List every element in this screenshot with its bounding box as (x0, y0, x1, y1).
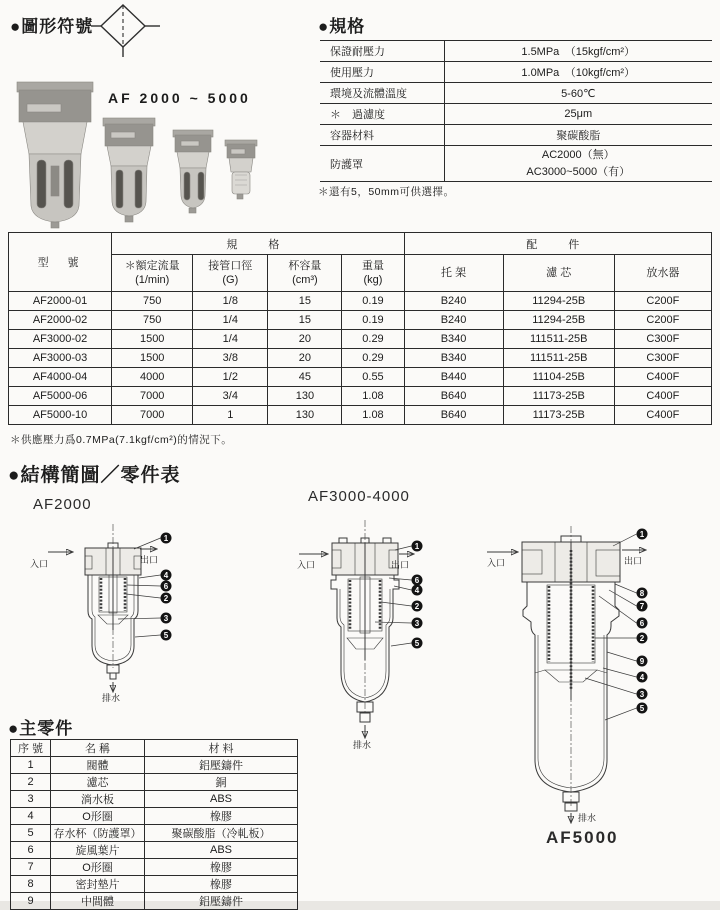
table-cell: 750 (112, 311, 193, 330)
table-cell: 0.19 (342, 292, 404, 311)
af5000-cross-section-diagram (485, 520, 675, 825)
af3000-4000-cross-section-diagram (295, 510, 465, 750)
callout-badge (613, 529, 648, 547)
table-cell: C200F (614, 292, 711, 311)
table-cell: 1500 (112, 330, 193, 349)
table-cell: AF3000-02 (9, 330, 112, 349)
callout-badge (603, 668, 648, 683)
table-cell: 0.29 (342, 330, 404, 349)
table-cell: 6 (11, 842, 51, 859)
table-cell: 5 (11, 825, 51, 842)
table-cell: 旋風葉片 (51, 842, 145, 859)
table-cell: C400F (614, 368, 711, 387)
table-cell: 橡膠 (145, 808, 298, 825)
spec-value: 25μm (444, 104, 712, 125)
table-cell: B640 (404, 387, 503, 406)
table-cell: 11173-25B (503, 406, 614, 425)
table-cell: B440 (404, 368, 503, 387)
table-cell: 1 (193, 406, 268, 425)
table-cell: ABS (145, 842, 298, 859)
col-header-name: 名 稱 (51, 740, 145, 757)
table-cell: AF2000-01 (9, 292, 112, 311)
table-row (11, 893, 298, 910)
svg-text:4: 4 (163, 570, 169, 580)
model-table-note: ＊供應壓力爲0.7MPa(7.1kgf/cm²)的情況下。 (10, 434, 233, 446)
col-header-index: 序 號 (11, 740, 51, 757)
col-header-flow: ＊額定流量 (1/min) (112, 255, 193, 292)
table-cell: 中間體 (51, 893, 145, 910)
callout-badge (126, 593, 172, 604)
callout-badge (585, 678, 648, 700)
table-cell: B240 (404, 311, 503, 330)
callout-badge (118, 613, 172, 624)
table-cell: 銅 (145, 774, 298, 791)
table-cell: C200F (614, 311, 711, 330)
col-header-element: 濾 芯 (503, 255, 614, 292)
callout-badge (605, 703, 648, 721)
spec-label: ＊ 過濾度 (320, 104, 444, 125)
outlet-label: 出口 (624, 556, 643, 566)
spec-value: 1.0MPa （10kgf/cm²） (444, 62, 712, 83)
table-cell: 橡膠 (145, 876, 298, 893)
callout-badge (139, 570, 172, 581)
table-cell: 7 (11, 859, 51, 876)
callout-badge (394, 585, 423, 596)
table-cell: AF4000-04 (9, 368, 112, 387)
diagram-label-af5000: AF5000 (546, 828, 619, 847)
inlet-label: 入口 (487, 558, 506, 568)
svg-text:3: 3 (414, 618, 420, 628)
table-cell: 11294-25B (503, 292, 614, 311)
table-cell: 橡膠 (145, 859, 298, 876)
table-cell: 20 (268, 330, 342, 349)
table-row (320, 62, 712, 83)
table-cell: O形圈 (51, 808, 145, 825)
table-row (9, 292, 712, 311)
svg-text:3: 3 (163, 613, 169, 623)
table-cell: 7000 (112, 387, 193, 406)
table-row (11, 825, 298, 842)
table-cell: 淌水板 (51, 791, 145, 808)
svg-text:5: 5 (163, 630, 169, 640)
col-header-bowl: 杯容量 (cm³) (268, 255, 342, 292)
table-cell: 0.29 (342, 349, 404, 368)
table-cell: 7000 (112, 406, 193, 425)
drain-label: 排水 (353, 740, 372, 750)
svg-text:5: 5 (639, 703, 645, 713)
product-range-label: AF 2000 ~ 5000 (108, 90, 251, 106)
col-header-bracket: 托 架 (404, 255, 503, 292)
table-row (9, 330, 712, 349)
table-cell: 3 (11, 791, 51, 808)
diagram-label-af2000: AF2000 (33, 496, 92, 513)
spec-table (320, 40, 712, 182)
callout-badge (607, 652, 648, 667)
table-row (11, 791, 298, 808)
table-cell: AF5000-06 (9, 387, 112, 406)
svg-text:4: 4 (639, 672, 645, 682)
svg-text:1: 1 (414, 541, 420, 551)
table-cell: 1.08 (342, 406, 404, 425)
table-cell: 密封墊片 (51, 876, 145, 893)
table-row (320, 41, 712, 62)
svg-text:7: 7 (639, 601, 645, 611)
svg-text:5: 5 (414, 638, 420, 648)
svg-text:8: 8 (639, 588, 645, 598)
table-row (9, 387, 712, 406)
table-cell: 1500 (112, 349, 193, 368)
svg-text:9: 9 (639, 656, 645, 666)
table-cell: 11294-25B (503, 311, 614, 330)
callout-badge (134, 533, 172, 550)
table-cell: 8 (11, 876, 51, 893)
table-cell: C400F (614, 387, 711, 406)
spec-value: 1.5MPa （15kgf/cm²） (444, 41, 712, 62)
drain-label: 排水 (102, 693, 121, 703)
table-row (320, 146, 712, 182)
table-cell: 濾芯 (51, 774, 145, 791)
col-header-weight: 重量 (kg) (342, 255, 404, 292)
diagram-label-af3000-4000: AF3000-4000 (308, 488, 410, 505)
section-title-parts: ●主零件 (8, 719, 74, 738)
table-cell: AF2000-02 (9, 311, 112, 330)
drain-label: 排水 (578, 813, 597, 823)
table-cell: 3/8 (193, 349, 268, 368)
inlet-label: 入口 (30, 559, 49, 569)
section-title-spec: ●規格 (318, 17, 366, 36)
col-header-drain-valve: 放水器 (614, 255, 711, 292)
callout-badge (395, 541, 423, 552)
callout-badge (135, 630, 172, 641)
col-header-port: 接管口徑 (G) (193, 255, 268, 292)
spec-note: ＊還有5，50mm可供選擇。 (318, 186, 455, 198)
table-cell: 4 (11, 808, 51, 825)
parts-table (10, 739, 298, 910)
col-header-material: 材 料 (145, 740, 298, 757)
table-cell: O形圈 (51, 859, 145, 876)
table-cell: 1/4 (193, 311, 268, 330)
spec-value: 5-60℃ (444, 83, 712, 104)
table-cell: 130 (268, 387, 342, 406)
pneumatic-filter-symbol-icon (90, 0, 172, 62)
spec-value: 聚碳酸脂 (444, 125, 712, 146)
outlet-label: 出口 (391, 560, 410, 570)
table-cell: 15 (268, 311, 342, 330)
table-cell: 11104-25B (503, 368, 614, 387)
spec-value: AC2000（無） AC3000~5000（有） (526, 148, 631, 178)
table-cell: 聚碳酸脂（冷軋板） (145, 825, 298, 842)
table-row (11, 876, 298, 893)
table-cell: 1/2 (193, 368, 268, 387)
table-row (320, 83, 712, 104)
table-cell: 1.08 (342, 387, 404, 406)
table-row (320, 104, 712, 125)
inlet-label: 入口 (297, 560, 316, 570)
svg-text:2: 2 (414, 601, 420, 611)
svg-text:1: 1 (639, 529, 645, 539)
spec-label: 保證耐壓力 (320, 41, 444, 62)
table-row (11, 842, 298, 859)
svg-text:4: 4 (414, 585, 420, 595)
table-cell: 15 (268, 292, 342, 311)
table-cell: B340 (404, 330, 503, 349)
table-cell: C300F (614, 349, 711, 368)
callout-badge (595, 633, 648, 644)
table-row (9, 311, 712, 330)
table-cell: AF3000-03 (9, 349, 112, 368)
callout-badge (391, 638, 423, 649)
table-cell: 1 (11, 757, 51, 774)
table-cell: AF5000-10 (9, 406, 112, 425)
table-cell: 0.19 (342, 311, 404, 330)
table-cell: 3/4 (193, 387, 268, 406)
table-row (11, 859, 298, 876)
svg-text:6: 6 (639, 618, 645, 628)
table-cell: B240 (404, 292, 503, 311)
table-row (9, 349, 712, 368)
table-row (9, 255, 712, 292)
table-row (11, 740, 298, 757)
table-cell: C300F (614, 330, 711, 349)
svg-text:3: 3 (639, 689, 645, 699)
table-cell: 130 (268, 406, 342, 425)
callout-badge (127, 581, 172, 592)
table-cell: 鋁壓鑄件 (145, 893, 298, 910)
table-cell: 111511-25B (503, 349, 614, 368)
table-row (9, 233, 712, 255)
spec-label: 使用壓力 (320, 62, 444, 83)
spec-label: 容器材料 (320, 125, 444, 146)
table-cell: 45 (268, 368, 342, 387)
table-row (320, 125, 712, 146)
group-header-spec: 規 格 (112, 233, 404, 255)
spec-label: 環境及流體溫度 (320, 83, 444, 104)
table-cell: ABS (145, 791, 298, 808)
table-cell: B340 (404, 349, 503, 368)
table-cell: B640 (404, 406, 503, 425)
table-cell: 鋁壓鑄件 (145, 757, 298, 774)
svg-text:6: 6 (414, 575, 420, 585)
table-cell: 存水杯（防護罩） (51, 825, 145, 842)
table-row (9, 406, 712, 425)
table-cell: 9 (11, 893, 51, 910)
table-row (9, 368, 712, 387)
svg-text:2: 2 (163, 593, 169, 603)
table-cell: 1/4 (193, 330, 268, 349)
table-cell: 1/8 (193, 292, 268, 311)
section-title-graphic-symbol: ●圖形符號 (10, 17, 94, 36)
svg-text:2: 2 (639, 633, 645, 643)
table-row (11, 757, 298, 774)
section-title-structure: ●結構簡圖／零件表 (8, 465, 181, 486)
group-header-accessory: 配 件 (404, 233, 711, 255)
table-row (11, 808, 298, 825)
svg-text:1: 1 (163, 533, 169, 543)
table-cell: 2 (11, 774, 51, 791)
col-header-model: 型 號 (9, 233, 112, 292)
table-cell: 11173-25B (503, 387, 614, 406)
table-cell: 閥體 (51, 757, 145, 774)
callout-badge (381, 601, 423, 612)
model-table (8, 232, 712, 425)
table-cell: 0.55 (342, 368, 404, 387)
table-cell: 4000 (112, 368, 193, 387)
table-row (11, 774, 298, 791)
outlet-label: 出口 (140, 555, 159, 565)
table-cell: 111511-25B (503, 330, 614, 349)
svg-text:6: 6 (163, 581, 169, 591)
af2000-cross-section-diagram (28, 518, 178, 703)
table-cell: 20 (268, 349, 342, 368)
table-cell: C400F (614, 406, 711, 425)
spec-label: 防護罩 (320, 146, 444, 182)
table-cell: 750 (112, 292, 193, 311)
